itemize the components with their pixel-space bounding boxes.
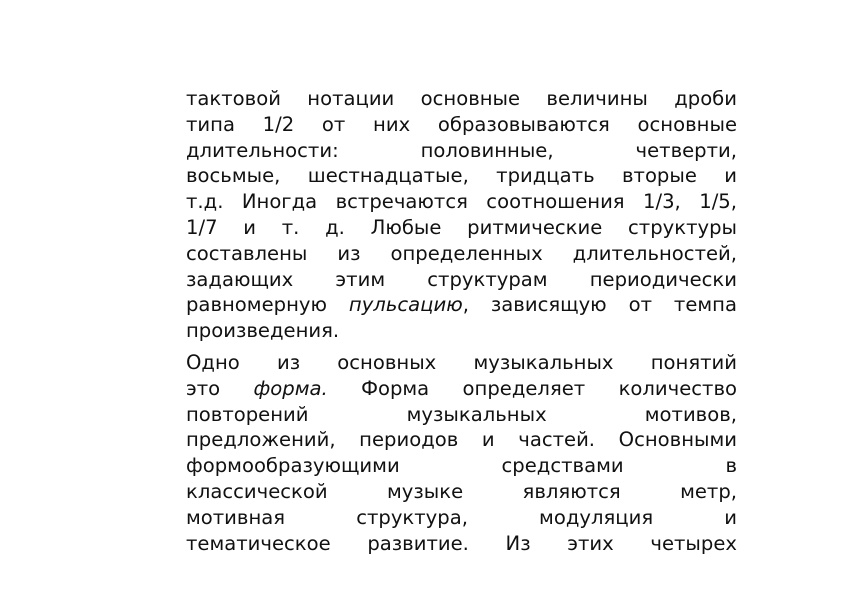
text-run: формообразующими средствами в	[186, 454, 737, 478]
paragraph	[186, 86, 737, 344]
text-run: задающих этим структурам периодически	[186, 267, 737, 291]
text-line	[186, 215, 737, 241]
text-line	[186, 505, 737, 531]
text-run: это	[186, 376, 254, 400]
text-line	[186, 376, 737, 402]
text-line	[186, 453, 737, 479]
text-run: восьмые, шестнадцатые, тридцать вторые и	[186, 164, 737, 188]
text-run: длительности: половинные, четверти,	[186, 138, 737, 162]
emphasized-term: пульсацию	[348, 293, 463, 317]
text-run: т.д. Иногда встречаются соотношения 1/3, 1/5,	[186, 190, 737, 214]
text-line	[186, 112, 737, 138]
text-line	[186, 138, 737, 164]
text-run: Форма определяет количество	[327, 376, 738, 400]
text-run: 1/7 и т. д. Любые ритмические структуры	[186, 215, 737, 239]
text-line	[186, 189, 737, 215]
text-run: тематическое развитие. Из этих четырех	[186, 531, 737, 555]
paragraph	[186, 350, 737, 556]
text-run: , зависящую от темпа	[462, 293, 737, 317]
text-line	[186, 402, 737, 428]
text-run: тактовой нотации основные величины дроби	[186, 87, 737, 110]
text-line	[186, 350, 737, 376]
text-line	[186, 479, 737, 505]
text-run: классической музыке являются метр,	[186, 479, 737, 503]
text-run: равномерную	[186, 293, 349, 317]
text-line	[186, 163, 737, 189]
emphasized-term: форма.	[253, 376, 328, 400]
text-run: предложений, периодов и частей. Основными	[186, 428, 737, 452]
text-run: Одно из основных музыкальных понятий	[186, 350, 737, 374]
text-line	[186, 427, 737, 453]
text-run: повторений музыкальных мотивов,	[186, 402, 737, 426]
text-line	[186, 267, 737, 293]
text-run: типа 1/2 от них образовываются основные	[186, 112, 737, 136]
text-line	[186, 241, 737, 267]
text-line	[186, 531, 737, 557]
body-text	[186, 86, 737, 556]
text-line	[186, 86, 737, 112]
text-run: составлены из определенных длительностей,	[186, 241, 737, 265]
text-run: произведения.	[186, 319, 340, 343]
text-line	[186, 318, 737, 344]
text-line	[186, 292, 737, 318]
text-run: мотивная структура, модуляция и	[186, 505, 737, 529]
